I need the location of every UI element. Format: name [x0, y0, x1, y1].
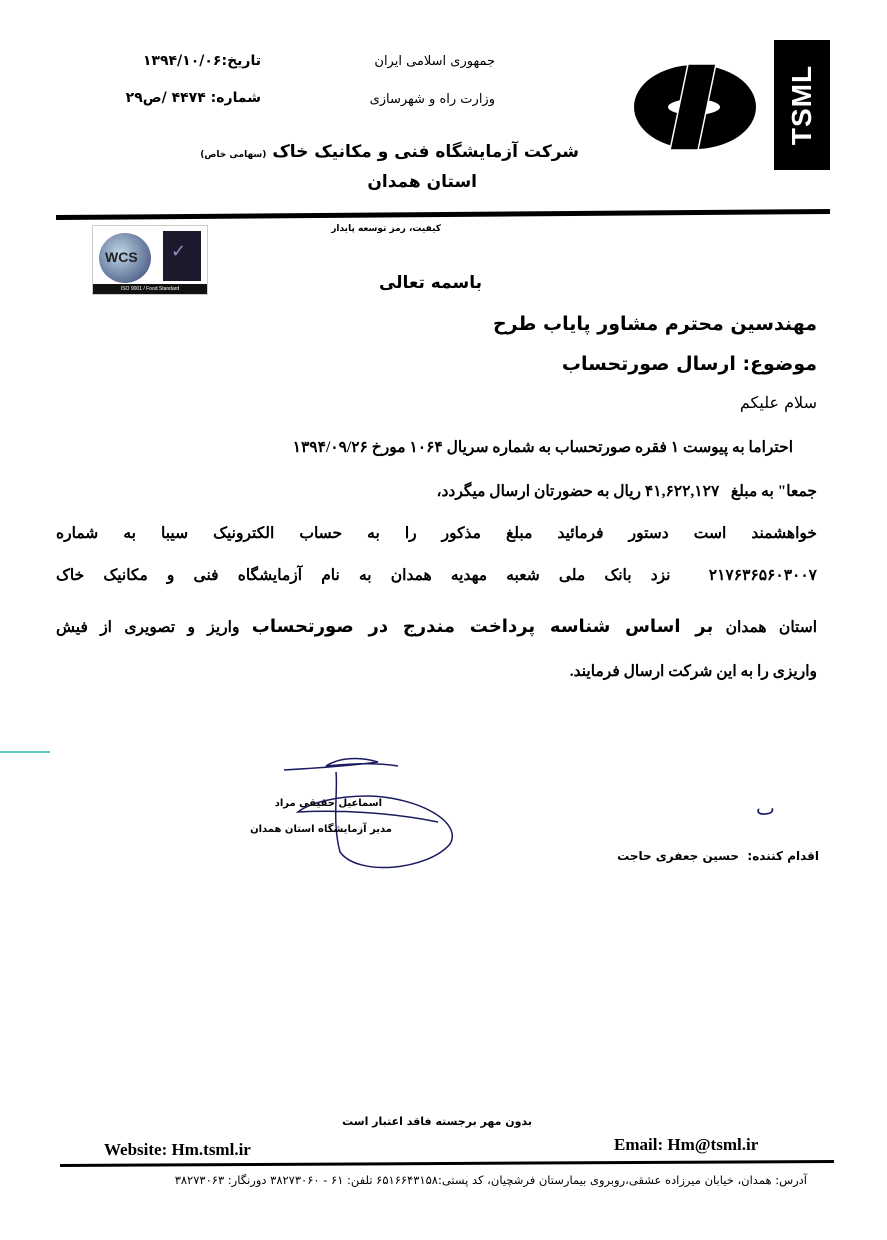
seal-validity-note: بدون مهر برجسته فاقد اعتبار است	[342, 1115, 532, 1128]
letter-number	[126, 90, 261, 106]
quality-badge-icon: ✓	[163, 231, 201, 281]
certification-logo	[92, 225, 208, 295]
paragraph-2-line-1: خواهشمند است دستور فرمائید مبلغ مذکور را به حساب الکترونیک سیبا به شماره	[56, 525, 817, 542]
company-address: آدرس: همدان، خیابان میرزاده عشقی،روبروی بیمارستان فرشچیان، کد پستی:۶۵۱۶۶۴۳۱۵۸ تلفن: ۶۱ - ۳۸۲۷۳۰۶۰ دورنگار: ۳۸۲۷۳۰۶۳	[174, 1173, 807, 1187]
company-motto: کیفیت، رمز توسعه پایدار	[331, 224, 441, 234]
paragraph-2-line-3: استان همدان بر اساس شناسه پرداخت مندرج در صورتحساب واریز و تصویری از فیش	[56, 616, 818, 637]
date-label: تاریخ:	[221, 53, 261, 69]
amount-suffix: ریال به حضورتان ارسال میگردد،	[436, 483, 642, 500]
amount-prefix: جمعا" به مبلغ	[730, 483, 817, 500]
company-province: استان همدان	[367, 172, 477, 192]
tsml-logo	[774, 40, 830, 170]
scan-artifact-line	[0, 751, 50, 753]
company-name: شرکت آزمایشگاه فنی و مکانیک خاک	[272, 142, 579, 162]
letter-date	[143, 53, 261, 69]
certification-caption: ISO 9001 / Food Standard	[93, 284, 207, 294]
footer-divider	[60, 1160, 834, 1167]
handwritten-signature	[278, 752, 478, 877]
addressee: مهندسین محترم مشاور پایاب طرح	[492, 313, 817, 335]
email-link[interactable]: Email: Hm@tsml.ir	[614, 1135, 759, 1154]
globe-icon: WCS	[99, 233, 151, 283]
signatory-title: مدیر آزمایشگاه استان همدان	[250, 824, 392, 835]
signatory-name: اسماعیل حقیقی مراد	[274, 798, 382, 809]
initial-mark-icon: ٮ	[756, 796, 775, 820]
company-title	[200, 142, 579, 162]
preparer	[617, 849, 819, 863]
date-value: ۱۳۹۴/۱۰/۰۶	[142, 53, 222, 69]
company-type: (سهامی خاص)	[200, 150, 267, 160]
payment-id-emphasis: بر اساس شناسه پرداخت مندرج در صورتحساب	[251, 616, 714, 637]
website-link[interactable]: Website: Hm.tsml.ir	[104, 1140, 251, 1159]
account-number: ۲۱۷۶۳۶۵۶۰۳۰۰۷	[708, 567, 817, 584]
preparer-name: حسین جعفری حاجت	[617, 849, 740, 863]
paragraph-2-line-4: واریزی را به این شرکت ارسال فرمایند.	[569, 663, 817, 680]
header-divider	[56, 209, 830, 220]
paragraph-2-line-2: ۲۱۷۶۳۶۵۶۰۳۰۰۷ نزد بانک ملی شعبه مهدیه همدان به نام آزمایشگاه فنی و مکانیک خاک	[56, 567, 817, 584]
bismillah: باسمه تعالی	[378, 273, 482, 293]
paragraph-1-line-1: احتراما به پیوست ۱ فقره صورتحساب به شماره سریال ۱۰۶۴ مورخ ۱۳۹۴/۰۹/۲۶	[292, 439, 793, 456]
subject-line: موضوع: ارسال صورتحساب	[561, 353, 817, 375]
preparer-label: اقدام کننده:	[747, 849, 819, 863]
ministry-name: وزارت راه و شهرسازی	[369, 92, 495, 107]
number-value: ۴۴۷۴ /ص۲۹	[125, 90, 206, 106]
tsml-logo-text: TSML	[786, 64, 817, 146]
greeting: سلام علیکم	[739, 393, 817, 412]
paragraph-1-line-2	[437, 482, 817, 501]
country-name: جمهوری اسلامی ایران	[374, 54, 495, 69]
company-emblem-icon	[630, 62, 760, 152]
invoice-amount: ۴۱,۶۲۲,۱۲۷	[644, 483, 720, 500]
number-label: شماره:	[210, 90, 261, 106]
